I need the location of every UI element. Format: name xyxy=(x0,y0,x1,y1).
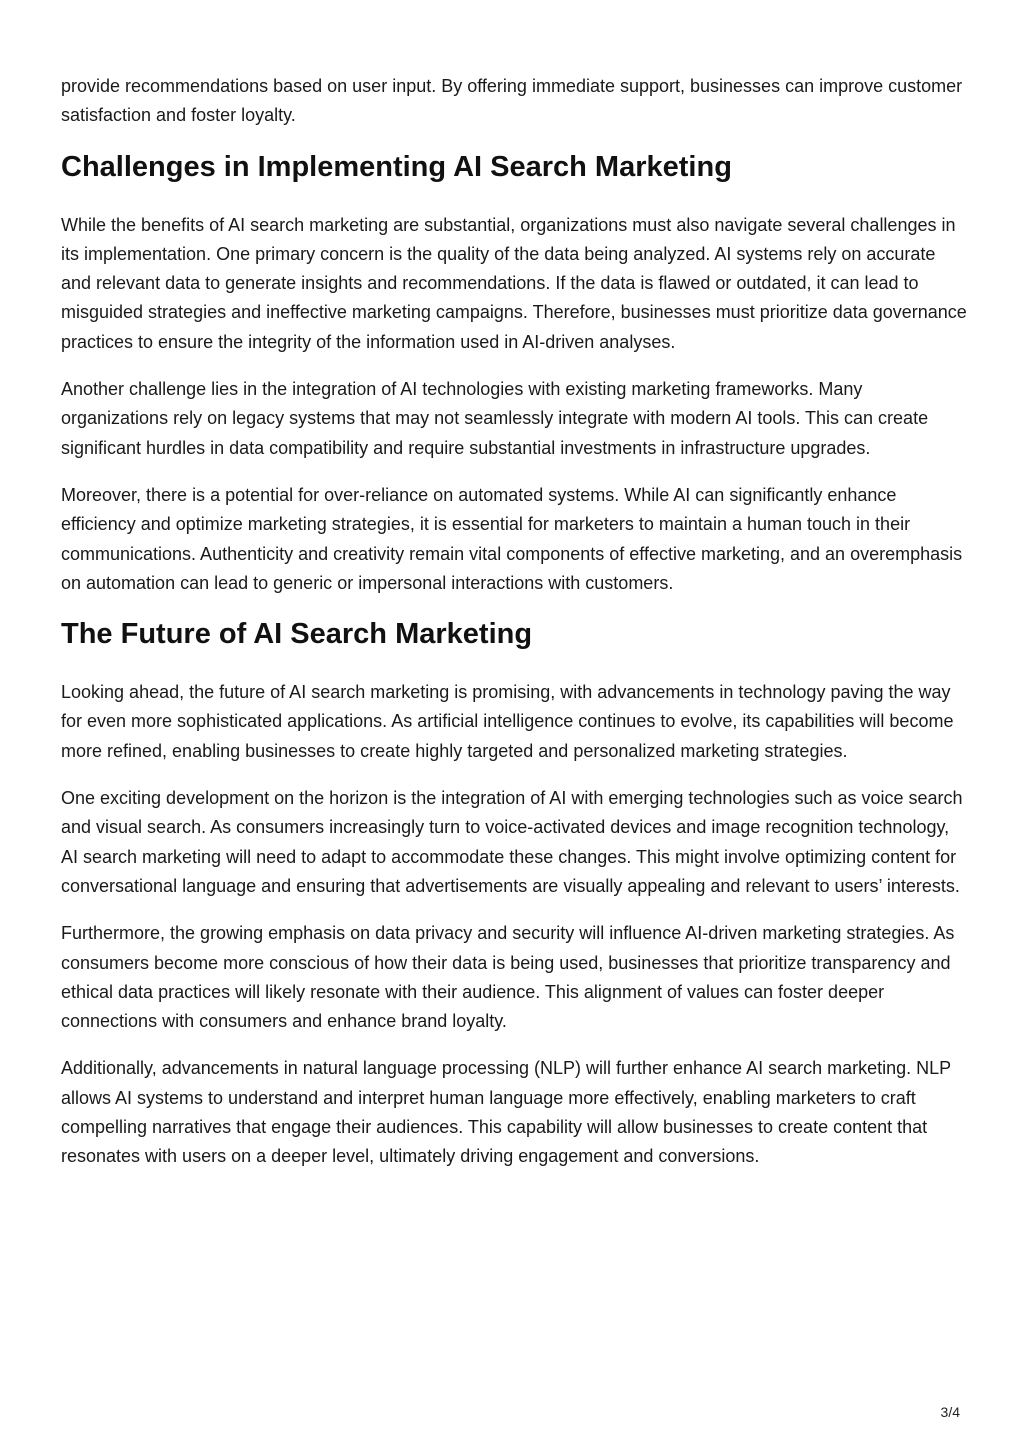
page-number: 3/4 xyxy=(940,1404,960,1420)
challenges-paragraph-1: While the benefits of AI search marketing are substantial, organizations must also navigate several challenges in its implementation. One primary concern is the quality of the data being analyzed. AI systems rely on accurate and relevant data to generate insights and recommendations. If the data is flawed or outdated, it can lead to misguided strategies and ineffective marketing campaigns. Therefore, businesses must prioritize data governance practices to ensure the integrity of the information used in AI-driven analyses. xyxy=(61,214,967,352)
intro-paragraph: provide recommendations based on user input. By offering immediate support, businesses can improve customer satisfaction and foster loyalty. xyxy=(61,76,963,126)
future-paragraph-3: Furthermore, the growing emphasis on data privacy and security will influence AI-driven marketing strategies. As consumers become more conscious of how their data is being used, businesses that prioritize transparency and ethical data practices will likely resonate with their audience. This alignment of values can foster deeper connections with consumers and enhance brand loyalty. xyxy=(61,923,955,1032)
future-paragraph-4: Additionally, advancements in natural language processing (NLP) will further enhance AI search marketing. NLP allows AI systems to understand and interpret human language more effectively, enabling marketers to craft compelling narratives that engage their audiences. This capability will allow businesses to create content that resonates with users on a deeper level, ultimately driving engagement and conversions. xyxy=(61,1058,951,1167)
document-body xyxy=(61,72,967,1190)
section-heading-future: The Future of AI Search Marketing xyxy=(61,618,533,651)
challenges-paragraph-2: Another challenge lies in the integration of AI technologies with existing marketing frameworks. Many organizations rely on legacy systems that may not seamlessly integrate with modern AI tools. This can create significant hurdles in data compatibility and require substantial investments in infrastructure upgrades. xyxy=(61,379,929,458)
future-paragraph-2: One exciting development on the horizon is the integration of AI with emerging technologies such as voice search and visual search. As consumers increasingly turn to voice-activated devices and image recognition technology, AI search marketing will need to adapt to accommodate these changes. This might involve optimizing content for conversational language and ensuring that advertisements are visually appealing and relevant to users’ interests. xyxy=(61,788,963,896)
challenges-paragraph-3: Moreover, there is a potential for over-reliance on automated systems. While AI can significantly enhance efficiency and optimize marketing strategies, it is essential for marketers to maintain a human touch in their communications. Authenticity and creativity remain vital components of effective marketing, and an overemphasis on automation can lead to generic or impersonal interactions with customers. xyxy=(61,484,963,593)
section-heading-challenges: Challenges in Implementing AI Search Marketing xyxy=(61,150,732,183)
future-paragraph-1: Looking ahead, the future of AI search marketing is promising, with advancements in technology paving the way for even more sophisticated applications. As artificial intelligence continues to evolve, its capabilities will become more refined, enabling businesses to create highly targeted and personalized marketing strategies. xyxy=(61,682,954,761)
